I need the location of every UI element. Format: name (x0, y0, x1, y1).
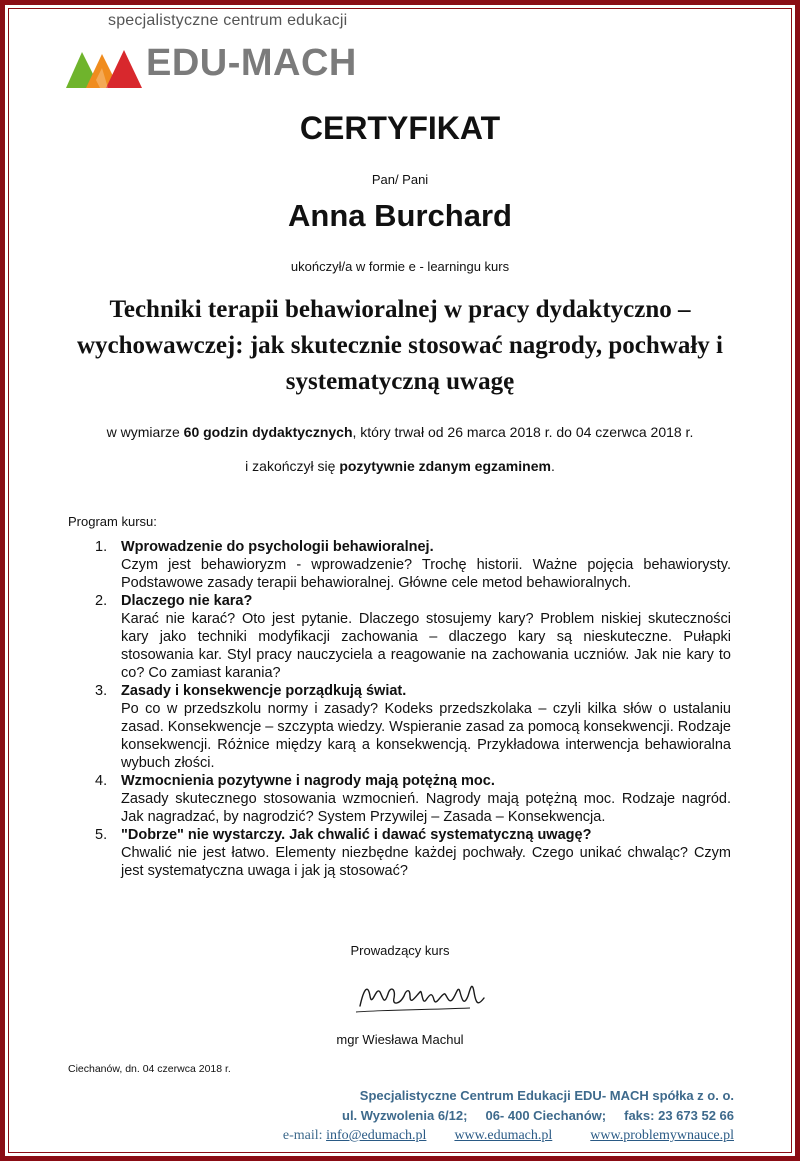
logo-name: EDU-MACH (146, 42, 357, 84)
item-description: Po co w przedszkolu normy i zasady? Kodeks przedszkolaka – czyli kilka słów o ustalaniu zasad. Konsekwencje – szczypta wiedzy. Wspieranie zasad za pomocą konsekwencji. Rodzaje konsekwencji. Różnice między karą a konsekwencją. Przykładowa interwencja behawioralna wybuch złości. (121, 701, 731, 771)
recipient-name: Anna Burchard (288, 198, 512, 233)
instructor-label: Prowadzący kurs (350, 943, 450, 958)
footer-city: 06- 400 Ciechanów; (485, 1108, 607, 1123)
email-link[interactable]: info@edumach.pl (326, 1128, 427, 1143)
place-date: Ciechanów, dn. 04 czerwca 2018 r. (68, 1063, 231, 1075)
item-number: 3. (95, 683, 108, 699)
course-duration (0, 424, 800, 440)
exam-prefix: i zakończył się (245, 458, 340, 474)
exam-result (0, 458, 800, 474)
edu-mach-logo (66, 12, 356, 88)
signer-name: mgr Wiesława Machul (336, 1032, 464, 1047)
email-label: e-mail: (282, 1128, 327, 1143)
exam-suffix: . (550, 458, 555, 474)
list-item (95, 538, 731, 592)
duration-prefix: w wymiarze (106, 424, 184, 440)
footer-contact-line (283, 1126, 734, 1146)
program-list (95, 538, 731, 880)
footer-fax: faks: 23 673 52 66 (624, 1108, 734, 1123)
logo-tagline: specjalistyczne centrum edukacji (108, 12, 348, 29)
list-item (95, 682, 731, 772)
website-link-edumach[interactable]: www.edumach.pl (454, 1128, 553, 1143)
footer-address: ul. Wyzwolenia 6/12; (342, 1108, 468, 1123)
item-title: Wzmocnienia pozytywne i nagrody mają potężną moc. (121, 773, 495, 789)
item-title: Dlaczego nie kara? (121, 593, 253, 609)
footer-company: Specjalistyczne Centrum Edukacji EDU- MACH spółka z o. o. (359, 1088, 734, 1103)
item-number: 1. (95, 539, 108, 555)
item-title: Wprowadzenie do psychologii behawioralnej. (121, 539, 434, 555)
company-footer (283, 1086, 734, 1146)
item-description: Chwalić nie jest łatwo. Elementy niezbędne każdej pochwały. Czego unikać chwaląc? Czym jest systematyczna uwaga i jak ją stosować? (121, 845, 731, 879)
item-description: Karać nie karać? Oto jest pytanie. Dlaczego stosujemy kary? Problem niskiej skuteczności kary jako techniki modyfikacji zachowania – dlaczego kary są nieskuteczne. Pułapki stosowania kar. Styl pracy nauczyciela a reagowanie na zachowania uczniów. Jak nie kary to co? Co zamiast karania? (121, 611, 731, 681)
course-title: Techniki terapii behawioralnej w pracy dydaktyczno – wychowawczej: jak skutecznie stosować nagrody, pochwały i systematyczną uwagę (76, 296, 724, 395)
item-description: Czym jest behawioryzm - wprowadzenie? Trochę historii. Ważne pojęcia behawiorysty. Podstawowe zasady terapii behawioralnej. Główne cele metod behawioralnych. (121, 557, 731, 591)
item-number: 2. (95, 593, 108, 609)
list-item (95, 592, 731, 682)
list-item (95, 826, 731, 880)
salutation: Pan/ Pani (371, 172, 429, 187)
completion-text: ukończył/a w formie e - learningu kurs (290, 259, 510, 274)
item-number: 4. (95, 773, 108, 789)
footer-address-line (283, 1106, 734, 1126)
item-title: "Dobrze" nie wystarczy. Jak chwalić i dawać systematyczną uwagę? (121, 827, 592, 843)
item-title: Zasady i konsekwencje porządkują świat. (121, 683, 407, 699)
exam-result-text: pozytywnie zdanym egzaminem (339, 458, 551, 474)
program-label: Program kursu: (68, 514, 157, 529)
logo-mountains-icon (66, 40, 142, 88)
duration-hours: 60 godzin dydaktycznych (183, 424, 353, 440)
duration-suffix: , który trwał od 26 marca 2018 r. do 04 czerwca 2018 r. (352, 424, 694, 440)
item-description: Zasady skutecznego stosowania wzmocnień. Nagrody mają potężną moc. Rodzaje nagród. Jak nagradzać, by nagrodzić? System Przywilej – Zasada – Konsekwencja. (121, 791, 731, 825)
handwritten-signature (350, 966, 510, 1020)
list-item (95, 772, 731, 826)
item-number: 5. (95, 827, 108, 843)
certificate-title: CERTYFIKAT (299, 110, 501, 146)
website-link-problemywnauce[interactable]: www.problemywnauce.pl (590, 1128, 734, 1143)
